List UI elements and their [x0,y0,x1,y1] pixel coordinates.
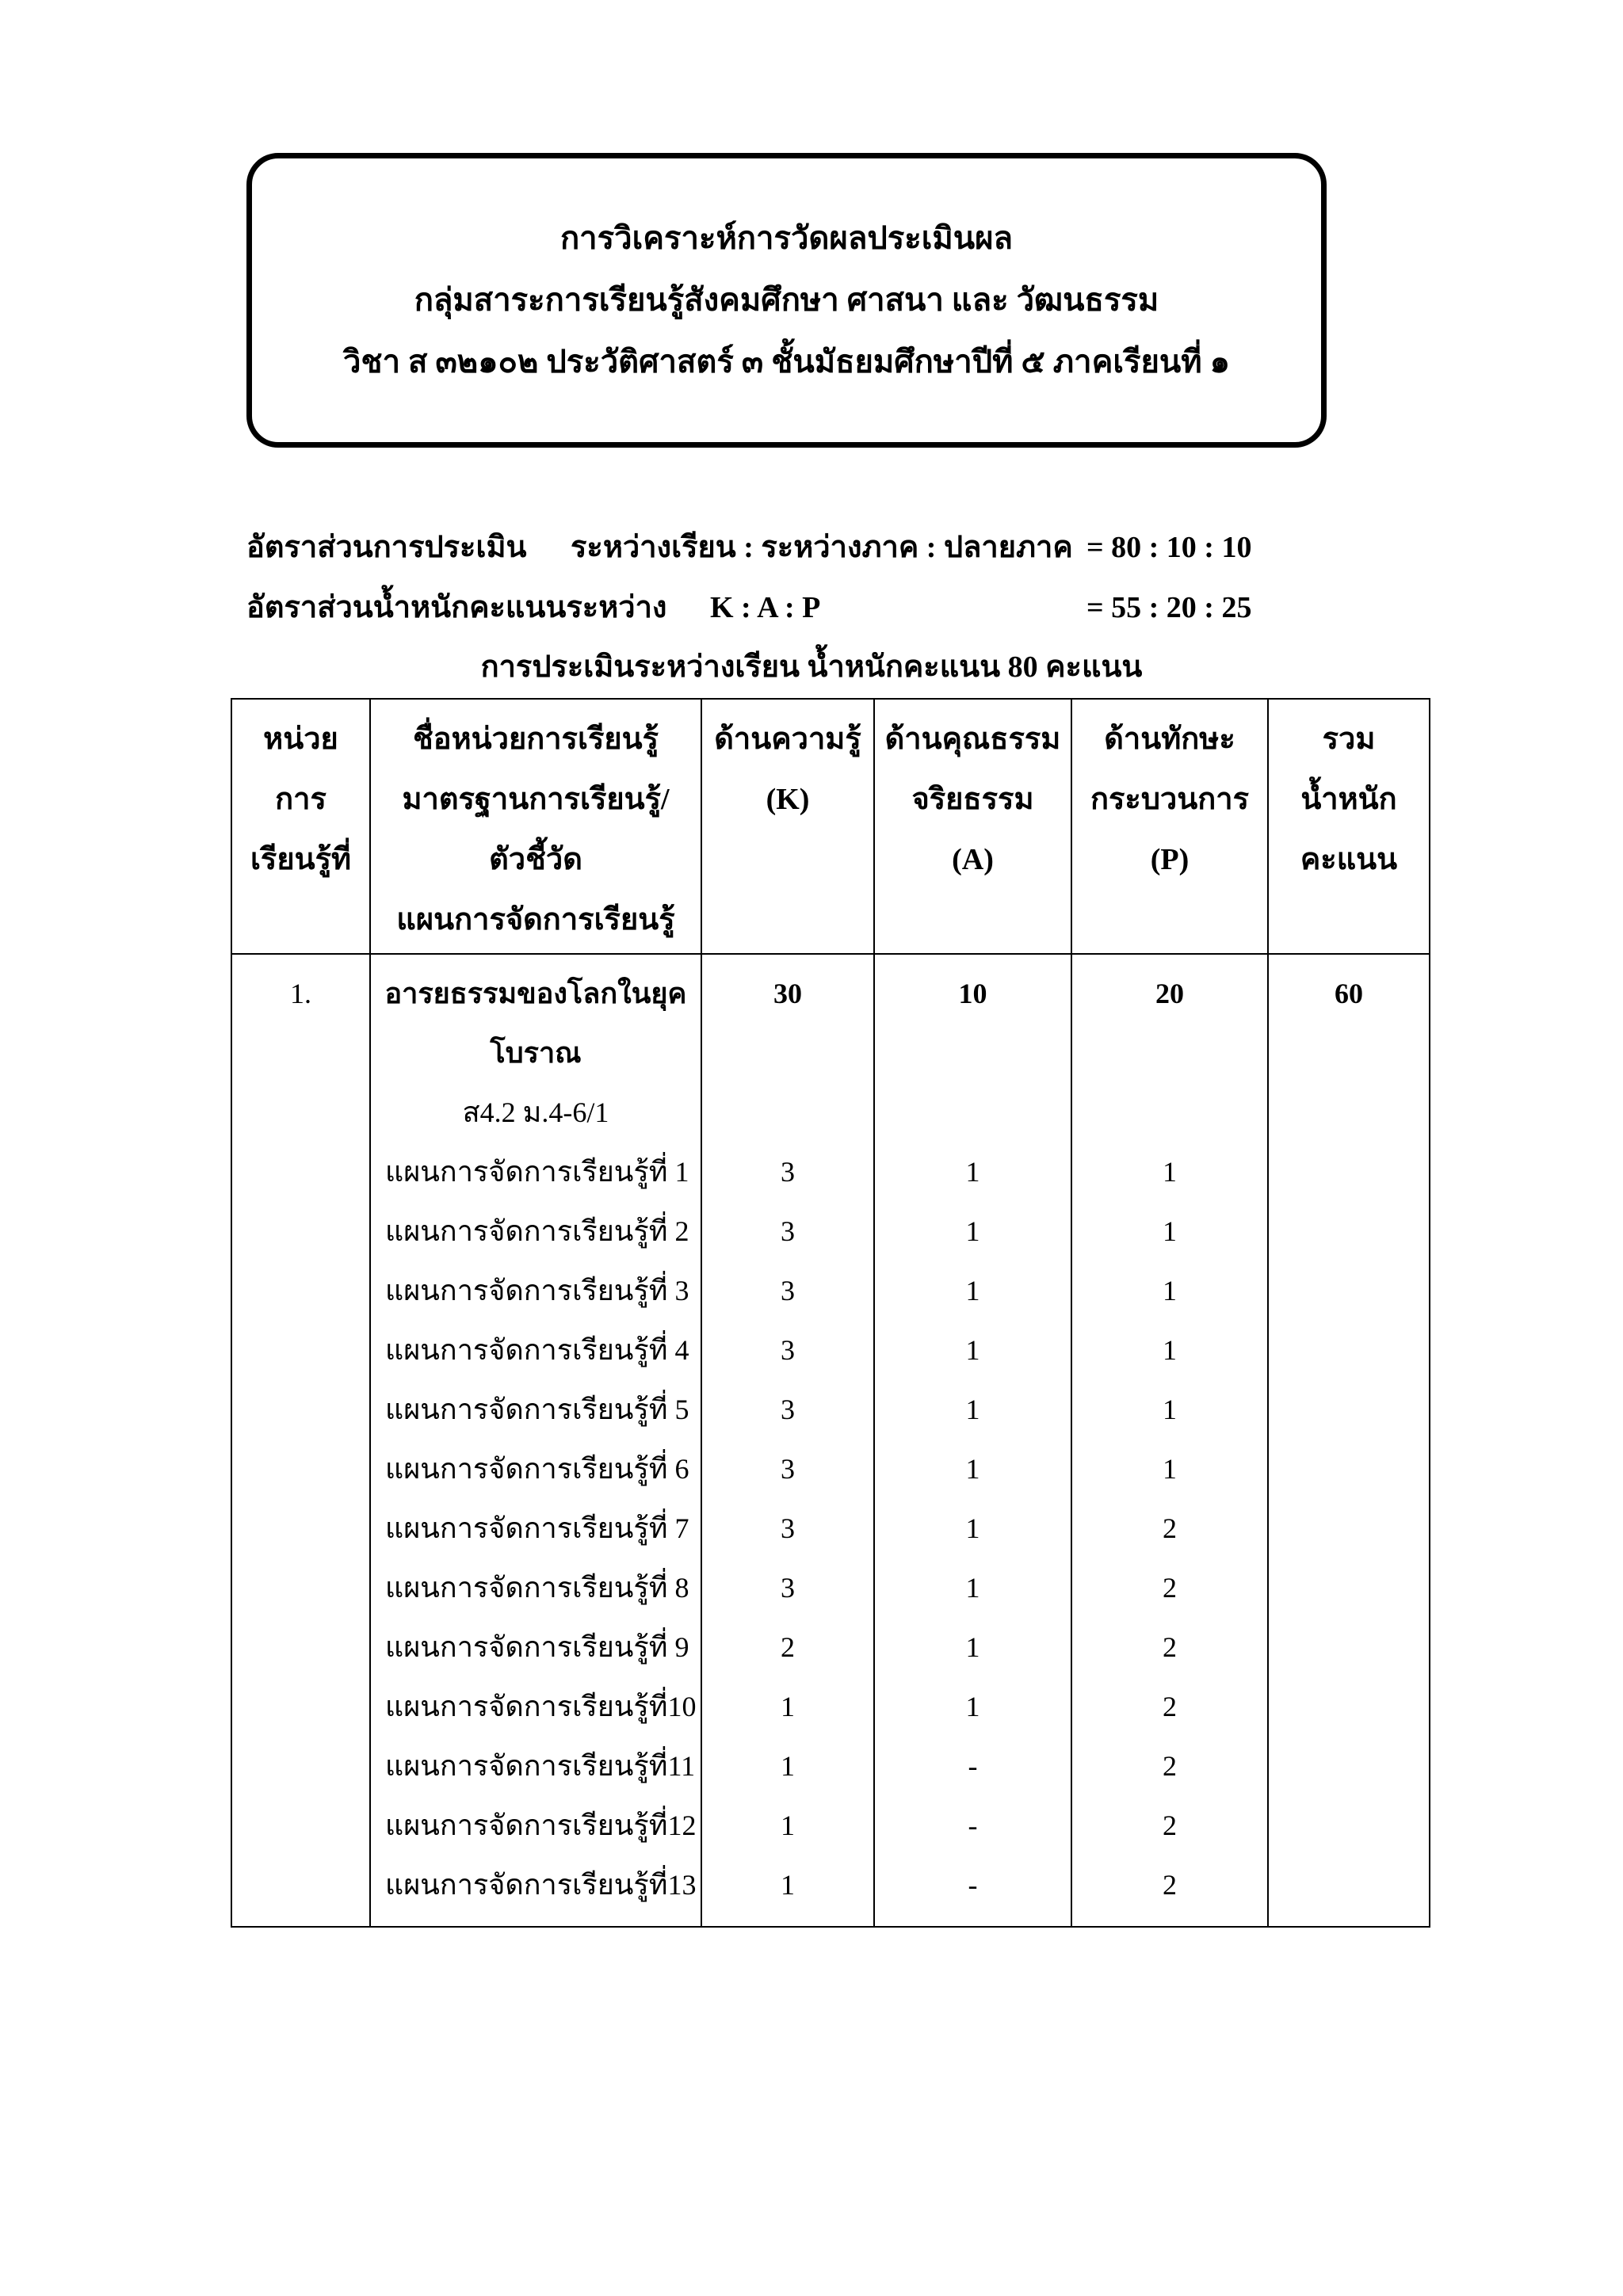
plan-p-value: 1 [1163,1394,1177,1425]
plan-k-value: 1 [781,1869,795,1901]
plan-k-value: 3 [781,1572,795,1604]
header-line: ตัวชี้วัด [489,843,582,876]
plan-name: แผนการจัดการเรียนรู้ที่11 [385,1750,696,1782]
course-info: วิชา ส ๓๒๑๐๒ ประวัติศาสตร์ ๓ ชั้นมัธยมศึกษาปีที่ ๕ ภาคเรียนที่ ๑ [342,344,1231,379]
plan-a-value: - [968,1750,978,1782]
header-process [1071,699,1268,954]
header-row [231,699,1430,954]
plan-k-value: 2 [781,1631,795,1663]
plan-a-value: 1 [965,1453,980,1485]
plan-a-value: 1 [965,1275,980,1306]
plan-a-value: 1 [965,1394,980,1425]
ratio-weight-label: อัตราส่วนน้ำหนักคะแนนระหว่าง [246,591,667,624]
plan-p-value: 2 [1163,1631,1177,1663]
plan-p-value: 2 [1163,1810,1177,1841]
plan-k-value: 1 [781,1691,795,1722]
plan-name: แผนการจัดการเรียนรู้ที่12 [385,1810,697,1841]
plan-k-value: 3 [781,1215,795,1247]
plan-p-value: 1 [1163,1275,1177,1306]
plan-name: แผนการจัดการเรียนรู้ที่ 4 [385,1334,689,1366]
unit-number: 1. [290,978,311,1009]
plan-p-value: 1 [1163,1453,1177,1485]
header-line: มาตรฐานการเรียนรู้/ [402,783,670,816]
header-attitude [874,699,1071,954]
header-line: หน่วย [263,723,338,756]
unit-name-cell [370,954,701,1927]
header-line: การ [275,783,327,816]
plan-p-value: 1 [1163,1334,1177,1366]
plan-name: แผนการจัดการเรียนรู้ที่ 7 [385,1512,689,1544]
a-total: 10 [958,978,987,1009]
p-total: 20 [1155,978,1184,1009]
plan-a-value: 1 [965,1572,980,1604]
plan-p-value: 2 [1163,1572,1177,1604]
weight-cell [1268,954,1430,1927]
plan-name: แผนการจัดการเรียนรู้ที่13 [385,1869,697,1901]
title-box [246,153,1327,448]
plan-a-value: 1 [965,1215,980,1247]
unit-name-line1: อารยธรรมของโลกในยุค [384,978,687,1009]
ratio-assessment-label: อัตราส่วนการประเมิน [246,531,527,564]
header-line: (P) [1150,843,1190,876]
assessment-table [231,698,1430,1928]
header-unit-name [370,699,701,954]
ratio-weight-parts: K : A : P [710,591,821,624]
ratio-assessment-parts: ระหว่างเรียน : ระหว่างภาค : ปลายภาค [571,531,1073,564]
table-row [231,954,1430,1927]
header-line: แผนการจัดการเรียนรู้ [396,903,675,936]
plan-a-value: 1 [965,1334,980,1366]
plan-a-value: 1 [965,1512,980,1544]
unit-standard: ส4.2 ม.4-6/1 [462,1097,609,1128]
header-line: (A) [952,843,994,876]
ratio-weight-value: = 55 : 20 : 25 [1086,591,1252,624]
plan-k-value: 3 [781,1453,795,1485]
header-unit-number [231,699,370,954]
header-line: ด้านทักษะ [1104,723,1235,756]
plan-name: แผนการจัดการเรียนรู้ที่ 8 [385,1572,689,1604]
plan-k-value: 1 [781,1810,795,1841]
header-total-weight [1268,699,1430,954]
document-title: การวิเคราะห์การวัดผลประเมินผล [559,220,1014,256]
k-cell [701,954,874,1927]
weight-total: 60 [1335,978,1363,1009]
plan-k-value: 3 [781,1512,795,1544]
header-line: จริยธรรม [911,783,1034,816]
plan-name-list [371,1142,701,1915]
plan-p-value: 1 [1163,1156,1177,1188]
header-line: ชื่อหน่วยการเรียนรู้ [412,723,659,756]
plan-p-value: 1 [1163,1215,1177,1247]
plan-p-value: 2 [1163,1750,1177,1782]
plan-a-value: - [968,1810,978,1841]
plan-p-value: 2 [1163,1691,1177,1722]
plan-k-value: 3 [781,1275,795,1306]
plan-name: แผนการจัดการเรียนรู้ที่ 3 [385,1275,689,1306]
header-line: ด้านความรู้ [714,723,861,756]
unit-number-cell [231,954,370,1927]
plan-k-value: 3 [781,1334,795,1366]
plan-p-value: 2 [1163,1869,1177,1901]
plan-name: แผนการจัดการเรียนรู้ที่ 5 [385,1394,689,1425]
plan-name: แผนการจัดการเรียนรู้ที่ 6 [385,1453,689,1485]
plan-a-value: 1 [965,1631,980,1663]
plan-name: แผนการจัดการเรียนรู้ที่ 1 [385,1156,689,1188]
header-line: น้ำหนัก [1300,783,1397,816]
header-line: กระบวนการ [1090,783,1250,816]
header-line: เรียนรู้ที่ [250,843,352,876]
plan-k-value: 3 [781,1394,795,1425]
p-cell [1071,954,1268,1927]
table-caption: การประเมินระหว่างเรียน น้ำหนักคะแนน 80 คะแนน [480,650,1143,684]
header-line: ด้านคุณธรรม [884,723,1061,756]
ratio-assessment-value: = 80 : 10 : 10 [1086,531,1252,564]
plan-a-value: - [968,1869,978,1901]
plan-p-value: 2 [1163,1512,1177,1544]
plan-name: แผนการจัดการเรียนรู้ที่ 9 [385,1631,689,1663]
plan-k-value: 1 [781,1750,795,1782]
k-total: 30 [773,978,802,1009]
unit-name-line2: โบราณ [490,1037,582,1069]
plan-k-value: 3 [781,1156,795,1188]
plan-name: แผนการจัดการเรียนรู้ที่10 [385,1691,697,1722]
header-knowledge [701,699,874,954]
a-value-list [875,1142,1071,1915]
plan-a-value: 1 [965,1156,980,1188]
header-line: คะแนน [1300,843,1398,876]
subject-group: กลุ่มสาระการเรียนรู้สังคมศึกษา ศาสนา และ วัฒนธรรม [414,282,1159,318]
p-value-list [1072,1142,1267,1915]
plan-name: แผนการจัดการเรียนรู้ที่ 2 [385,1215,689,1247]
header-line: (K) [766,783,810,816]
a-cell [874,954,1071,1927]
plan-a-value: 1 [965,1691,980,1722]
header-line: รวม [1322,723,1376,756]
k-value-list [702,1142,873,1915]
